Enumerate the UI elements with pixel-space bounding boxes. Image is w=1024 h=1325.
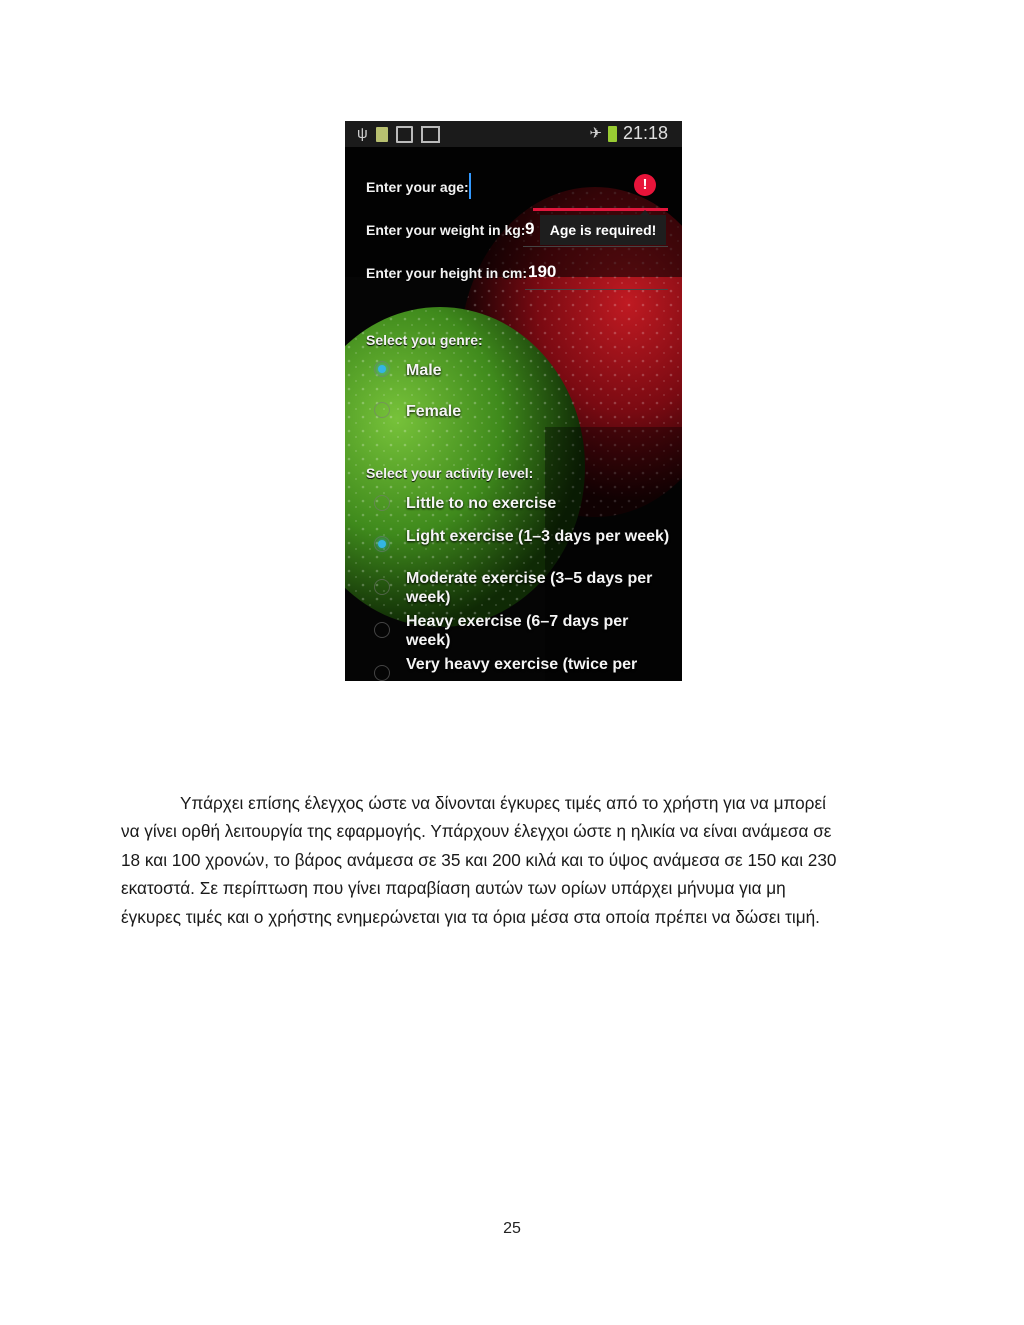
- age-label: Enter your age:: [366, 179, 469, 195]
- radio-activity-light-label[interactable]: Light exercise (1–3 days per week): [406, 528, 670, 545]
- radio-activity-heavy-label[interactable]: Heavy exercise (6–7 days per week): [406, 613, 629, 649]
- radio-activity-little-label[interactable]: Little to no exercise: [406, 495, 557, 512]
- error-icon[interactable]: !: [634, 174, 656, 196]
- paragraph-line: έγκυρες τιμές και ο χρήστης ενημερώνεται για τα όρια μέσα στα οποία πρέπει να δώσει τιμή.: [121, 906, 820, 927]
- age-error-popup: Age is required!: [540, 215, 666, 245]
- paragraph-line: 18 και 100 χρονών, το βάρος ανάμεσα σε 35 και 200 κιλά και το ύψος ανάμεσα σε 150 και 230: [121, 849, 837, 870]
- radio-activity-light[interactable]: [374, 536, 390, 552]
- calorie-form: [345, 147, 682, 681]
- height-input-underline: [525, 289, 668, 290]
- genre-label: Select you genre:: [366, 332, 483, 348]
- weight-input[interactable]: 9: [525, 219, 535, 238]
- radio-female-label[interactable]: Female: [406, 403, 462, 420]
- body-paragraph: [121, 789, 906, 931]
- age-input-cursor: [469, 173, 471, 199]
- app-screenshot: [345, 121, 682, 681]
- weight-input-underline: [523, 246, 668, 247]
- radio-activity-moderate-label[interactable]: Moderate exercise (3–5 days per week): [406, 570, 653, 606]
- paragraph-line: εκατοστά. Σε περίπτωση που γίνει παραβίαση αυτών των ορίων υπάρχει μήνυμα για μη: [121, 878, 786, 899]
- cast-icon: [396, 126, 413, 143]
- usb-icon: ψ: [357, 125, 368, 142]
- radio-female[interactable]: [374, 402, 390, 418]
- radio-male-label[interactable]: Male: [406, 362, 442, 379]
- activity-label: Select your activity level:: [366, 465, 534, 481]
- paragraph-line: να γίνει ορθή λειτουργία της εφαρμογής. Υπάρχουν έλεγχοι ώστε η ηλικία να είναι ανάμεσα σε: [121, 821, 832, 842]
- airplane-mode-icon: ✈: [589, 124, 602, 142]
- height-label: Enter your height in cm:: [366, 265, 528, 281]
- battery-icon: [608, 126, 617, 142]
- radio-activity-moderate[interactable]: [374, 579, 390, 595]
- page-number: 25: [503, 1220, 521, 1237]
- image-icon: [421, 126, 440, 143]
- radio-activity-heavy[interactable]: [374, 622, 390, 638]
- status-time: 21:18: [622, 123, 668, 143]
- status-bar: [345, 121, 682, 147]
- height-input[interactable]: 190: [528, 262, 557, 281]
- radio-activity-very-heavy[interactable]: [374, 665, 390, 681]
- radio-activity-little[interactable]: [374, 495, 390, 511]
- radio-activity-very-heavy-label[interactable]: Very heavy exercise (twice per: [406, 656, 638, 673]
- radio-male[interactable]: [374, 361, 390, 377]
- paragraph-line: Υπάρχει επίσης έλεγχος ώστε να δίνονται έγκυρες τιμές από το χρήστη για να μπορεί: [180, 793, 826, 813]
- weight-label: Enter your weight in kg:: [366, 222, 526, 238]
- sd-card-icon: [376, 127, 388, 142]
